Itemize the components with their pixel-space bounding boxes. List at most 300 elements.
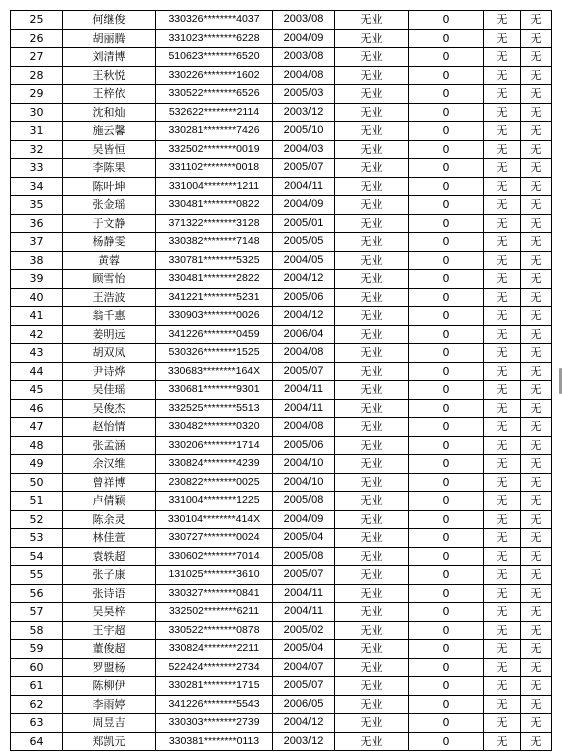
id-number-cell: 331102********0018 (156, 159, 273, 178)
date-cell: 2004/10 (273, 455, 335, 474)
date-cell: 2003/12 (273, 732, 335, 751)
table-row (11, 122, 552, 141)
status-cell-a: 无 (484, 455, 521, 474)
status-cell-a: 无 (484, 288, 521, 307)
table-row (11, 288, 552, 307)
count-cell: 0 (409, 603, 484, 622)
id-number-cell: 330602********7014 (156, 547, 273, 566)
employment-cell: 无业 (335, 492, 409, 511)
table-row (11, 455, 552, 474)
date-cell: 2005/06 (273, 436, 335, 455)
date-cell: 2004/09 (273, 29, 335, 48)
status-cell-a: 无 (484, 714, 521, 733)
status-cell-b: 无 (521, 140, 552, 159)
status-cell-a: 无 (484, 732, 521, 751)
name-cell: 余汉维 (63, 455, 156, 474)
row-number-cell: 58 (11, 621, 63, 640)
date-cell: 2005/01 (273, 214, 335, 233)
table-row (11, 547, 552, 566)
id-number-cell: 330382********7148 (156, 233, 273, 252)
employment-cell: 无业 (335, 603, 409, 622)
date-cell: 2004/08 (273, 344, 335, 363)
name-cell: 李陈果 (63, 159, 156, 178)
table-row (11, 529, 552, 548)
status-cell-a: 无 (484, 677, 521, 696)
row-number-cell: 30 (11, 103, 63, 122)
date-cell: 2003/12 (273, 103, 335, 122)
count-cell: 0 (409, 29, 484, 48)
id-number-cell: 230822********0025 (156, 473, 273, 492)
count-cell: 0 (409, 362, 484, 381)
count-cell: 0 (409, 251, 484, 270)
status-cell-b: 无 (521, 344, 552, 363)
name-cell: 林佳萱 (63, 529, 156, 548)
count-cell: 0 (409, 677, 484, 696)
status-cell-b: 无 (521, 288, 552, 307)
status-cell-a: 无 (484, 547, 521, 566)
status-cell-b: 无 (521, 566, 552, 585)
name-cell: 黄蓉 (63, 251, 156, 270)
status-cell-a: 无 (484, 177, 521, 196)
status-cell-a: 无 (484, 584, 521, 603)
status-cell-a: 无 (484, 381, 521, 400)
date-cell: 2005/10 (273, 122, 335, 141)
row-number-cell: 43 (11, 344, 63, 363)
table-row (11, 251, 552, 270)
status-cell-b: 无 (521, 381, 552, 400)
employment-cell: 无业 (335, 177, 409, 196)
status-cell-a: 无 (484, 658, 521, 677)
id-number-cell: 330281********1715 (156, 677, 273, 696)
date-cell: 2006/04 (273, 325, 335, 344)
status-cell-b: 无 (521, 66, 552, 85)
employment-cell: 无业 (335, 510, 409, 529)
name-cell: 王秋悦 (63, 66, 156, 85)
employment-cell: 无业 (335, 122, 409, 141)
name-cell: 于文静 (63, 214, 156, 233)
employment-cell: 无业 (335, 658, 409, 677)
row-number-cell: 52 (11, 510, 63, 529)
name-cell: 周昱吉 (63, 714, 156, 733)
row-number-cell: 45 (11, 381, 63, 400)
count-cell: 0 (409, 66, 484, 85)
row-number-cell: 36 (11, 214, 63, 233)
count-cell: 0 (409, 529, 484, 548)
status-cell-b: 无 (521, 547, 552, 566)
row-number-cell: 28 (11, 66, 63, 85)
name-cell: 张孟涵 (63, 436, 156, 455)
status-cell-a: 无 (484, 29, 521, 48)
employment-cell: 无业 (335, 288, 409, 307)
table-row (11, 307, 552, 326)
status-cell-b: 无 (521, 177, 552, 196)
row-number-cell: 33 (11, 159, 63, 178)
id-number-cell: 131025********3610 (156, 566, 273, 585)
row-number-cell: 46 (11, 399, 63, 418)
date-cell: 2004/11 (273, 381, 335, 400)
table-row (11, 381, 552, 400)
date-cell: 2004/11 (273, 603, 335, 622)
date-cell: 2003/08 (273, 48, 335, 67)
table-row (11, 436, 552, 455)
table-row (11, 159, 552, 178)
status-cell-a: 无 (484, 103, 521, 122)
count-cell: 0 (409, 399, 484, 418)
table-row (11, 11, 552, 30)
status-cell-a: 无 (484, 11, 521, 30)
status-cell-b: 无 (521, 159, 552, 178)
id-number-cell: 330104********414X (156, 510, 273, 529)
employment-cell: 无业 (335, 695, 409, 714)
table-row (11, 658, 552, 677)
status-cell-b: 无 (521, 48, 552, 67)
table-row (11, 66, 552, 85)
table-row (11, 584, 552, 603)
date-cell: 2004/08 (273, 418, 335, 437)
id-number-cell: 330522********6526 (156, 85, 273, 104)
table-row (11, 233, 552, 252)
status-cell-b: 无 (521, 196, 552, 215)
count-cell: 0 (409, 85, 484, 104)
id-number-cell: 330482********0320 (156, 418, 273, 437)
status-cell-b: 无 (521, 640, 552, 659)
name-cell: 沈和灿 (63, 103, 156, 122)
name-cell: 胡丽腾 (63, 29, 156, 48)
date-cell: 2005/04 (273, 640, 335, 659)
count-cell: 0 (409, 658, 484, 677)
date-cell: 2003/08 (273, 11, 335, 30)
name-cell: 吴皆恒 (63, 140, 156, 159)
name-cell: 罗盟杨 (63, 658, 156, 677)
count-cell: 0 (409, 510, 484, 529)
row-number-cell: 55 (11, 566, 63, 585)
date-cell: 2004/08 (273, 66, 335, 85)
date-cell: 2005/02 (273, 621, 335, 640)
status-cell-a: 无 (484, 85, 521, 104)
name-cell: 张子康 (63, 566, 156, 585)
date-cell: 2005/04 (273, 529, 335, 548)
employment-cell: 无业 (335, 418, 409, 437)
status-cell-a: 无 (484, 48, 521, 67)
status-cell-b: 无 (521, 85, 552, 104)
table-row (11, 677, 552, 696)
row-number-cell: 56 (11, 584, 63, 603)
date-cell: 2004/12 (273, 307, 335, 326)
count-cell: 0 (409, 48, 484, 67)
name-cell: 郑凯元 (63, 732, 156, 751)
name-cell: 顾雪怡 (63, 270, 156, 289)
status-cell-a: 无 (484, 492, 521, 511)
id-number-cell: 330522********0878 (156, 621, 273, 640)
employment-cell: 无业 (335, 566, 409, 585)
count-cell: 0 (409, 732, 484, 751)
id-number-cell: 371322********3128 (156, 214, 273, 233)
status-cell-a: 无 (484, 529, 521, 548)
status-cell-b: 无 (521, 307, 552, 326)
count-cell: 0 (409, 307, 484, 326)
row-number-cell: 48 (11, 436, 63, 455)
row-number-cell: 34 (11, 177, 63, 196)
status-cell-b: 无 (521, 251, 552, 270)
id-number-cell: 330683********164X (156, 362, 273, 381)
id-number-cell: 330281********7426 (156, 122, 273, 141)
count-cell: 0 (409, 122, 484, 141)
status-cell-a: 无 (484, 436, 521, 455)
count-cell: 0 (409, 381, 484, 400)
employment-cell: 无业 (335, 251, 409, 270)
table-row (11, 418, 552, 437)
count-cell: 0 (409, 177, 484, 196)
name-cell: 董俊超 (63, 640, 156, 659)
status-cell-b: 无 (521, 529, 552, 548)
table-row (11, 325, 552, 344)
name-cell: 杨静雯 (63, 233, 156, 252)
status-cell-b: 无 (521, 122, 552, 141)
id-number-cell: 341226********5543 (156, 695, 273, 714)
row-number-cell: 51 (11, 492, 63, 511)
id-number-cell: 341221********5231 (156, 288, 273, 307)
count-cell: 0 (409, 547, 484, 566)
employment-cell: 无业 (335, 103, 409, 122)
table-row (11, 621, 552, 640)
count-cell: 0 (409, 566, 484, 585)
name-cell: 何继俊 (63, 11, 156, 30)
count-cell: 0 (409, 11, 484, 30)
employment-cell: 无业 (335, 455, 409, 474)
employment-cell: 无业 (335, 399, 409, 418)
status-cell-b: 无 (521, 695, 552, 714)
status-cell-b: 无 (521, 658, 552, 677)
employment-cell: 无业 (335, 159, 409, 178)
status-cell-a: 无 (484, 621, 521, 640)
status-cell-b: 无 (521, 621, 552, 640)
table-row (11, 714, 552, 733)
name-cell: 王宇超 (63, 621, 156, 640)
employment-cell: 无业 (335, 214, 409, 233)
date-cell: 2004/12 (273, 270, 335, 289)
id-number-cell: 330481********2822 (156, 270, 273, 289)
table-row (11, 492, 552, 511)
status-cell-b: 无 (521, 270, 552, 289)
count-cell: 0 (409, 473, 484, 492)
employment-cell: 无业 (335, 640, 409, 659)
status-cell-a: 无 (484, 566, 521, 585)
employment-cell: 无业 (335, 381, 409, 400)
status-cell-a: 无 (484, 140, 521, 159)
records-table (10, 10, 552, 751)
row-number-cell: 39 (11, 270, 63, 289)
status-cell-b: 无 (521, 436, 552, 455)
row-number-cell: 62 (11, 695, 63, 714)
status-cell-b: 无 (521, 214, 552, 233)
name-cell: 尹诗烨 (63, 362, 156, 381)
row-number-cell: 42 (11, 325, 63, 344)
status-cell-a: 无 (484, 307, 521, 326)
count-cell: 0 (409, 159, 484, 178)
row-number-cell: 35 (11, 196, 63, 215)
id-number-cell: 532622********2114 (156, 103, 273, 122)
id-number-cell: 341226********0459 (156, 325, 273, 344)
count-cell: 0 (409, 325, 484, 344)
id-number-cell: 331004********1225 (156, 492, 273, 511)
date-cell: 2006/05 (273, 695, 335, 714)
count-cell: 0 (409, 584, 484, 603)
employment-cell: 无业 (335, 307, 409, 326)
status-cell-b: 无 (521, 603, 552, 622)
status-cell-b: 无 (521, 103, 552, 122)
employment-cell: 无业 (335, 233, 409, 252)
count-cell: 0 (409, 418, 484, 437)
status-cell-a: 无 (484, 66, 521, 85)
date-cell: 2005/07 (273, 362, 335, 381)
status-cell-a: 无 (484, 233, 521, 252)
name-cell: 吴佳瑶 (63, 381, 156, 400)
name-cell: 施云馨 (63, 122, 156, 141)
name-cell: 李雨婷 (63, 695, 156, 714)
id-number-cell: 331023********6228 (156, 29, 273, 48)
table-row (11, 362, 552, 381)
employment-cell: 无业 (335, 436, 409, 455)
row-number-cell: 49 (11, 455, 63, 474)
id-number-cell: 530326********1525 (156, 344, 273, 363)
date-cell: 2004/10 (273, 473, 335, 492)
date-cell: 2005/08 (273, 547, 335, 566)
employment-cell: 无业 (335, 547, 409, 566)
status-cell-b: 无 (521, 492, 552, 511)
name-cell: 陈余灵 (63, 510, 156, 529)
table-row (11, 48, 552, 67)
status-cell-b: 无 (521, 473, 552, 492)
date-cell: 2005/07 (273, 566, 335, 585)
name-cell: 卢倩颖 (63, 492, 156, 511)
employment-cell: 无业 (335, 621, 409, 640)
count-cell: 0 (409, 214, 484, 233)
id-number-cell: 510623********6520 (156, 48, 273, 67)
row-number-cell: 59 (11, 640, 63, 659)
row-number-cell: 50 (11, 473, 63, 492)
count-cell: 0 (409, 455, 484, 474)
id-number-cell: 332525********5513 (156, 399, 273, 418)
row-number-cell: 61 (11, 677, 63, 696)
status-cell-a: 无 (484, 196, 521, 215)
employment-cell: 无业 (335, 584, 409, 603)
row-number-cell: 47 (11, 418, 63, 437)
count-cell: 0 (409, 140, 484, 159)
employment-cell: 无业 (335, 66, 409, 85)
name-cell: 袁轶超 (63, 547, 156, 566)
count-cell: 0 (409, 288, 484, 307)
table-row (11, 399, 552, 418)
status-cell-a: 无 (484, 362, 521, 381)
name-cell: 姜明远 (63, 325, 156, 344)
count-cell: 0 (409, 233, 484, 252)
employment-cell: 无业 (335, 29, 409, 48)
id-number-cell: 330824********2211 (156, 640, 273, 659)
count-cell: 0 (409, 695, 484, 714)
date-cell: 2004/03 (273, 140, 335, 159)
count-cell: 0 (409, 621, 484, 640)
document-page (10, 10, 551, 750)
row-number-cell: 53 (11, 529, 63, 548)
status-cell-b: 无 (521, 732, 552, 751)
status-cell-b: 无 (521, 714, 552, 733)
count-cell: 0 (409, 344, 484, 363)
table-row (11, 196, 552, 215)
count-cell: 0 (409, 714, 484, 733)
employment-cell: 无业 (335, 473, 409, 492)
status-cell-a: 无 (484, 214, 521, 233)
date-cell: 2004/11 (273, 584, 335, 603)
id-number-cell: 330303********2739 (156, 714, 273, 733)
date-cell: 2004/12 (273, 714, 335, 733)
id-number-cell: 330481********0822 (156, 196, 273, 215)
id-number-cell: 330781********5325 (156, 251, 273, 270)
employment-cell: 无业 (335, 196, 409, 215)
row-number-cell: 37 (11, 233, 63, 252)
row-number-cell: 57 (11, 603, 63, 622)
date-cell: 2004/05 (273, 251, 335, 270)
date-cell: 2005/07 (273, 159, 335, 178)
employment-cell: 无业 (335, 48, 409, 67)
status-cell-b: 无 (521, 677, 552, 696)
table-row (11, 510, 552, 529)
table-row (11, 177, 552, 196)
date-cell: 2005/06 (273, 288, 335, 307)
row-number-cell: 27 (11, 48, 63, 67)
table-row (11, 85, 552, 104)
name-cell: 陈柳伊 (63, 677, 156, 696)
employment-cell: 无业 (335, 85, 409, 104)
id-number-cell: 330727********0024 (156, 529, 273, 548)
status-cell-a: 无 (484, 695, 521, 714)
name-cell: 吴昊梓 (63, 603, 156, 622)
status-cell-a: 无 (484, 270, 521, 289)
status-cell-a: 无 (484, 473, 521, 492)
name-cell: 赵怡情 (63, 418, 156, 437)
row-number-cell: 60 (11, 658, 63, 677)
count-cell: 0 (409, 103, 484, 122)
id-number-cell: 331004********1211 (156, 177, 273, 196)
employment-cell: 无业 (335, 677, 409, 696)
status-cell-b: 无 (521, 510, 552, 529)
count-cell: 0 (409, 640, 484, 659)
name-cell: 王梓依 (63, 85, 156, 104)
name-cell: 刘清博 (63, 48, 156, 67)
table-row (11, 214, 552, 233)
employment-cell: 无业 (335, 714, 409, 733)
date-cell: 2004/11 (273, 399, 335, 418)
status-cell-b: 无 (521, 362, 552, 381)
employment-cell: 无业 (335, 732, 409, 751)
count-cell: 0 (409, 196, 484, 215)
status-cell-a: 无 (484, 344, 521, 363)
status-cell-a: 无 (484, 640, 521, 659)
id-number-cell: 330226********1602 (156, 66, 273, 85)
name-cell: 吴俊杰 (63, 399, 156, 418)
status-cell-a: 无 (484, 251, 521, 270)
status-cell-b: 无 (521, 325, 552, 344)
status-cell-a: 无 (484, 418, 521, 437)
id-number-cell: 332502********6211 (156, 603, 273, 622)
date-cell: 2005/05 (273, 233, 335, 252)
status-cell-a: 无 (484, 122, 521, 141)
status-cell-b: 无 (521, 399, 552, 418)
table-row (11, 140, 552, 159)
row-number-cell: 38 (11, 251, 63, 270)
date-cell: 2005/03 (273, 85, 335, 104)
row-number-cell: 25 (11, 11, 63, 30)
name-cell: 王浩波 (63, 288, 156, 307)
